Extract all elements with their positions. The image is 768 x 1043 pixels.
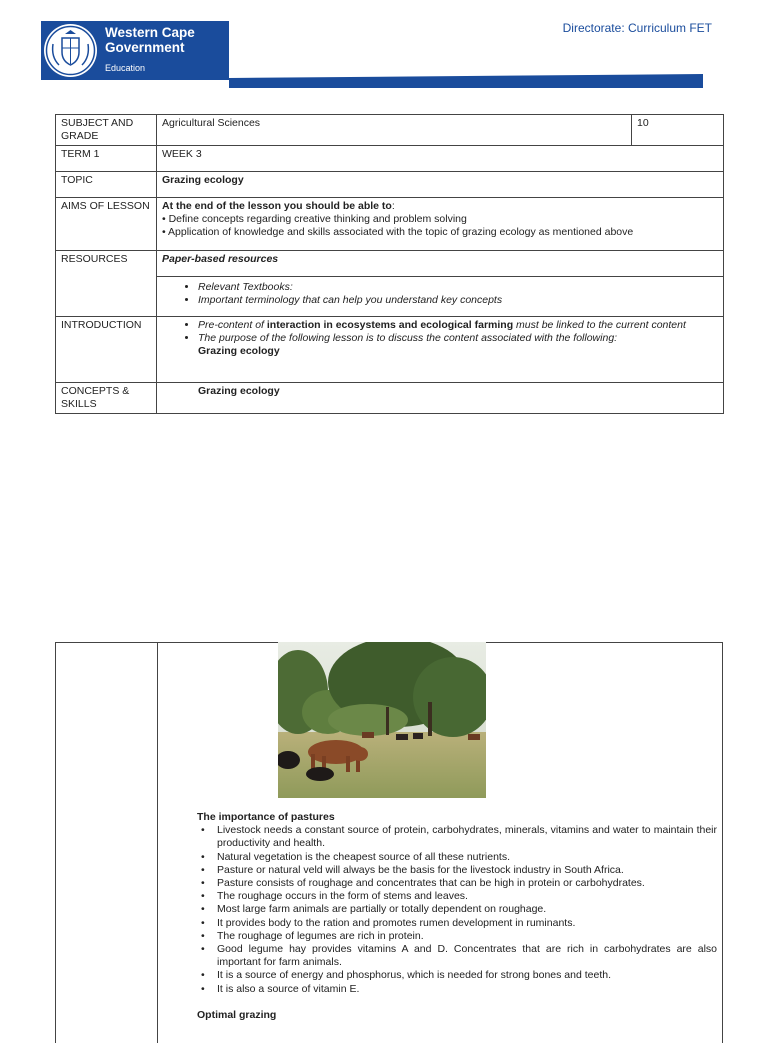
- aims-item: • Application of knowledge and skills associated with the topic of grazing ecology as mentioned above: [162, 226, 634, 238]
- week-value: WEEK 3: [157, 146, 724, 172]
- introduction-cell: [157, 317, 724, 383]
- list-item: • It provides body to the ration and promotes rumen development in ruminants.: [217, 917, 717, 930]
- introduction-label: INTRODUCTION: [56, 317, 157, 383]
- intro-item: • Pre-content of interaction in ecosystems and ecological farming must be linked to the current content: [198, 319, 718, 332]
- term-label: TERM 1: [56, 146, 157, 172]
- lesson-plan-table: [55, 114, 724, 414]
- aims-label: AIMS OF LESSON: [56, 198, 157, 251]
- aims-item: • Define concepts regarding creative thinking and problem solving: [162, 213, 467, 225]
- list-item: • The roughage occurs in the form of stems and leaves.: [217, 890, 717, 903]
- section-heading-optimal-grazing: Optimal grazing: [197, 1008, 277, 1021]
- topic-value: Grazing ecology: [157, 172, 724, 198]
- section-heading-pastures: The importance of pastures: [197, 811, 335, 823]
- list-item: • The roughage of legumes are rich in protein.: [217, 930, 717, 943]
- pasture-content: [197, 811, 717, 1022]
- resources-label: RESOURCES: [56, 251, 157, 317]
- table-row-concepts: [56, 383, 724, 414]
- resources-list-cell: [157, 277, 724, 317]
- table-row-resources-items: [56, 277, 724, 317]
- list-item: • Pasture consists of roughage and concentrates that can be high in protein or carbohydrates.: [217, 877, 717, 890]
- resources-heading: Paper-based resources: [157, 251, 724, 277]
- logo-text-line3: Education: [105, 63, 146, 73]
- list-item: • Good legume hay provides vitamins A and D. Concentrates that are rich in carbohydrates are also important for farm animals.: [217, 943, 717, 969]
- coat-of-arms-icon: [44, 24, 97, 77]
- aims-cell: [157, 198, 724, 251]
- directorate-title: Directorate: Curriculum FET: [562, 21, 712, 35]
- table-row-resources: [56, 251, 724, 277]
- cattle-grazing-photo: [278, 642, 486, 798]
- list-item: • It is a source of energy and phosphorus, which is needed for strong bones and teeth.: [217, 969, 717, 982]
- list-item: • It is also a source of vitamin E.: [217, 983, 717, 996]
- wcg-logo: [41, 21, 229, 80]
- aims-heading: At the end of the lesson you should be able to:: [162, 200, 395, 212]
- table-row-aims: [56, 198, 724, 251]
- concepts-label: CONCEPTS & SKILLS: [56, 383, 157, 414]
- resource-item: • Relevant Textbooks:: [198, 281, 718, 294]
- logo-text-line1: Western Cape: [105, 25, 195, 40]
- subject-label: SUBJECT AND GRADE: [56, 115, 157, 146]
- frame-divider: [157, 643, 158, 1043]
- table-row-term: [56, 146, 724, 172]
- resource-item: • Important terminology that can help you understand key concepts: [198, 294, 718, 307]
- list-item: • Most large farm animals are partially or totally dependent on roughage.: [217, 903, 717, 916]
- subject-value: Agricultural Sciences: [157, 115, 632, 146]
- logo-text-line2: Government: [105, 40, 185, 55]
- table-row-introduction: [56, 317, 724, 383]
- list-item: • Livestock needs a constant source of protein, carbohydrates, minerals, vitamins and water to maintain their productivity and health.: [217, 824, 717, 850]
- intro-item: • The purpose of the following lesson is to discuss the content associated with the following: Grazing ecology: [198, 332, 718, 358]
- topic-label: TOPIC: [56, 172, 157, 198]
- concepts-value: Grazing ecology: [157, 383, 724, 414]
- list-item: • Pasture or natural veld will always be the basis for the livestock industry in South Africa.: [217, 864, 717, 877]
- table-row-topic: [56, 172, 724, 198]
- pasture-bullet-list: [197, 824, 717, 996]
- list-item: • Natural vegetation is the cheapest source of all these nutrients.: [217, 851, 717, 864]
- table-row-subject: [56, 115, 724, 146]
- grade-value: 10: [632, 115, 724, 146]
